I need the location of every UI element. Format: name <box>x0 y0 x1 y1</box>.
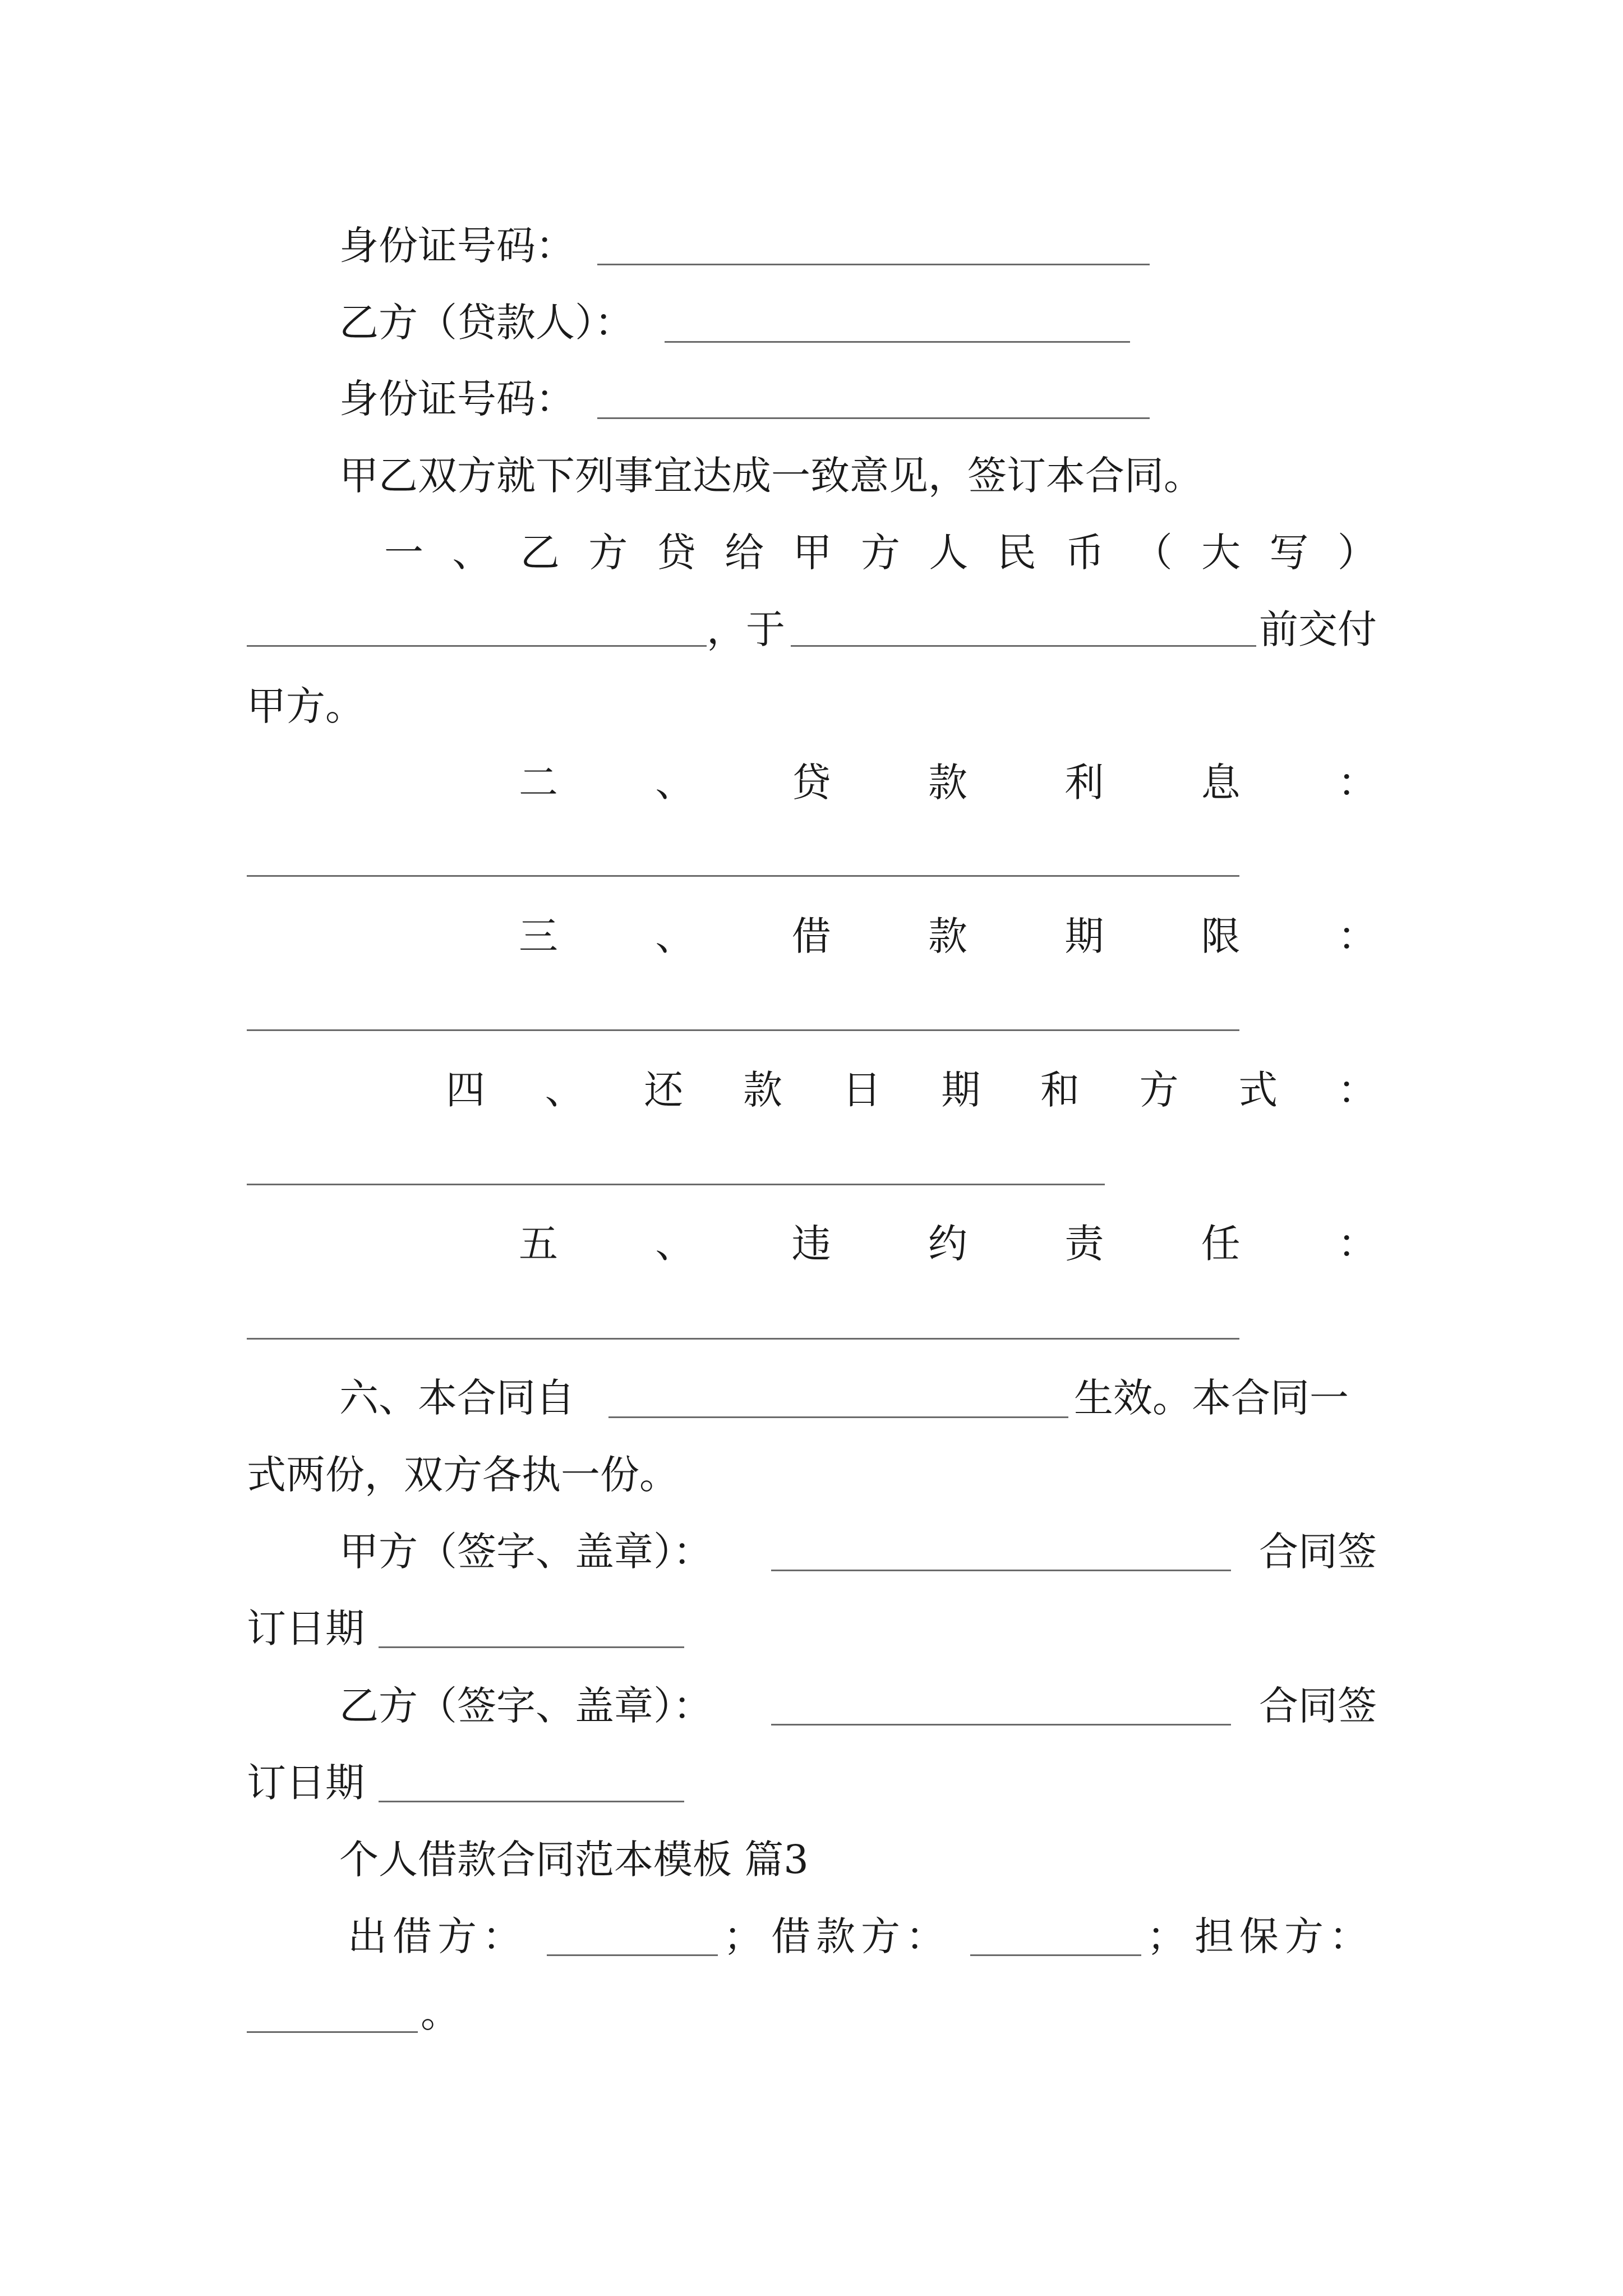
clause-2-char: 贷 <box>791 760 831 806</box>
clause-5-char: 约 <box>928 1221 967 1267</box>
party-b-date-label-start: 合同签 <box>1259 1683 1377 1729</box>
clause-4-char: 四 <box>446 1067 485 1113</box>
clause-4-char: 和 <box>1040 1067 1080 1113</box>
clause-5-char: 任 <box>1201 1221 1241 1267</box>
clause-3-char: 款 <box>928 913 967 959</box>
clause-1-at: ，于 <box>707 606 785 652</box>
clause-1-char: 写 <box>1269 530 1309 576</box>
clause-1-char: 甲 <box>792 530 832 576</box>
clause-1-party: 甲方。 <box>247 683 365 729</box>
clause-1-char: 、 <box>452 530 492 576</box>
separator: ； <box>723 1913 763 1959</box>
clause-1-char: 一 <box>384 530 423 576</box>
party-b-sign-label: 乙方（签字、盖章）： <box>339 1683 712 1729</box>
clause-5-line <box>519 1218 1377 1269</box>
clause-1-char: 方 <box>860 530 900 576</box>
clause-6-copies: 式两份，双方各执一份。 <box>247 1452 679 1498</box>
borrower-field-label: 借款方： <box>771 1913 951 1959</box>
interest-blank <box>247 875 1239 877</box>
id-number-blank <box>597 264 1150 265</box>
clause-3-char: 三 <box>519 913 558 959</box>
clause-2-char: ： <box>1337 760 1377 806</box>
clause-1-char: ） <box>1337 530 1377 576</box>
clause-1-char: 方 <box>588 530 628 576</box>
clause-1-delivery: 前交付 <box>1259 606 1377 652</box>
clause-3-char: 、 <box>655 913 695 959</box>
clause-5-char: 责 <box>1064 1221 1104 1267</box>
lender-field-label: 出借方： <box>348 1913 527 1959</box>
clause-4-char: 款 <box>743 1067 782 1113</box>
party-b-date-blank <box>379 1801 684 1802</box>
lender-blank <box>665 341 1130 343</box>
clause-1-line <box>384 527 1377 578</box>
party-a-sign-label: 甲方（签字、盖章）： <box>339 1529 712 1575</box>
amount-blank <box>247 645 707 647</box>
clause-2-char: 二 <box>519 760 558 806</box>
effective-date-blank <box>608 1416 1068 1418</box>
clause-4-char: 期 <box>941 1067 981 1113</box>
lender-label: 乙方（贷款人）： <box>339 300 634 346</box>
clause-5-char: 五 <box>519 1221 558 1267</box>
lender-id-blank <box>597 417 1150 419</box>
clause-2-line <box>519 757 1377 808</box>
clause-1-char: 人 <box>929 530 969 576</box>
separator: ； <box>1147 1913 1186 1959</box>
delivery-date-blank <box>791 645 1256 647</box>
clause-1-char: 贷 <box>656 530 696 576</box>
clause-2-char: 、 <box>655 760 695 806</box>
clause-1-char: （ <box>1133 530 1173 576</box>
id-number-label: 身份证号码： <box>339 223 575 269</box>
repayment-blank <box>247 1184 1105 1185</box>
clause-5-char: 违 <box>791 1221 831 1267</box>
clause-4-char: 式 <box>1238 1067 1278 1113</box>
clause-1-char: 大 <box>1201 530 1241 576</box>
clause-4-char: 日 <box>842 1067 882 1113</box>
section-heading: 个人借款合同范本模板 篇3 <box>339 1837 809 1883</box>
party-a-date-blank <box>379 1646 684 1648</box>
party-b-date-label-end: 订日期 <box>247 1760 365 1806</box>
clause-1-char: 民 <box>997 530 1036 576</box>
clause-3-line <box>519 911 1377 961</box>
clause-4-char: 还 <box>644 1067 684 1113</box>
clause-2-char: 利 <box>1064 760 1104 806</box>
clause-4-char: 方 <box>1139 1067 1179 1113</box>
clause-4-char: ： <box>1337 1067 1377 1113</box>
clause-1-char: 给 <box>725 530 764 576</box>
clause-2-char: 息 <box>1201 760 1241 806</box>
clause-1-char: 乙 <box>520 530 560 576</box>
clause-3-char: ： <box>1337 913 1377 959</box>
lender-id-label: 身份证号码： <box>339 376 575 422</box>
clause-4-char: 、 <box>545 1067 584 1113</box>
party-b-sign-blank <box>771 1724 1231 1726</box>
clause-1-char: 币 <box>1065 530 1105 576</box>
agreement-intro: 甲乙双方就下列事宜达成一致意见，签订本合同。 <box>339 453 1203 499</box>
clause-5-char: 、 <box>655 1221 695 1267</box>
party-a-date-label-start: 合同签 <box>1259 1529 1377 1575</box>
clause-5-char: ： <box>1337 1221 1377 1267</box>
clause-4-line <box>446 1065 1377 1115</box>
guarantor-field-label: 担保方： <box>1195 1913 1374 1959</box>
clause-3-char: 限 <box>1201 913 1241 959</box>
borrower-name-blank <box>970 1954 1141 1956</box>
clause-3-char: 借 <box>791 913 831 959</box>
party-a-sign-blank <box>771 1570 1231 1571</box>
term-blank <box>247 1029 1239 1031</box>
guarantor-name-blank <box>247 2031 418 2033</box>
party-a-date-label-end: 订日期 <box>247 1605 365 1651</box>
clause-6-effective: 生效。本合同一 <box>1074 1375 1349 1421</box>
end-period: 。 <box>421 1990 460 2036</box>
liability-blank <box>247 1338 1239 1340</box>
clause-2-char: 款 <box>928 760 967 806</box>
lender-name-blank <box>547 1954 718 1956</box>
clause-3-char: 期 <box>1064 913 1104 959</box>
clause-6-start: 六、本合同自 <box>339 1375 575 1421</box>
